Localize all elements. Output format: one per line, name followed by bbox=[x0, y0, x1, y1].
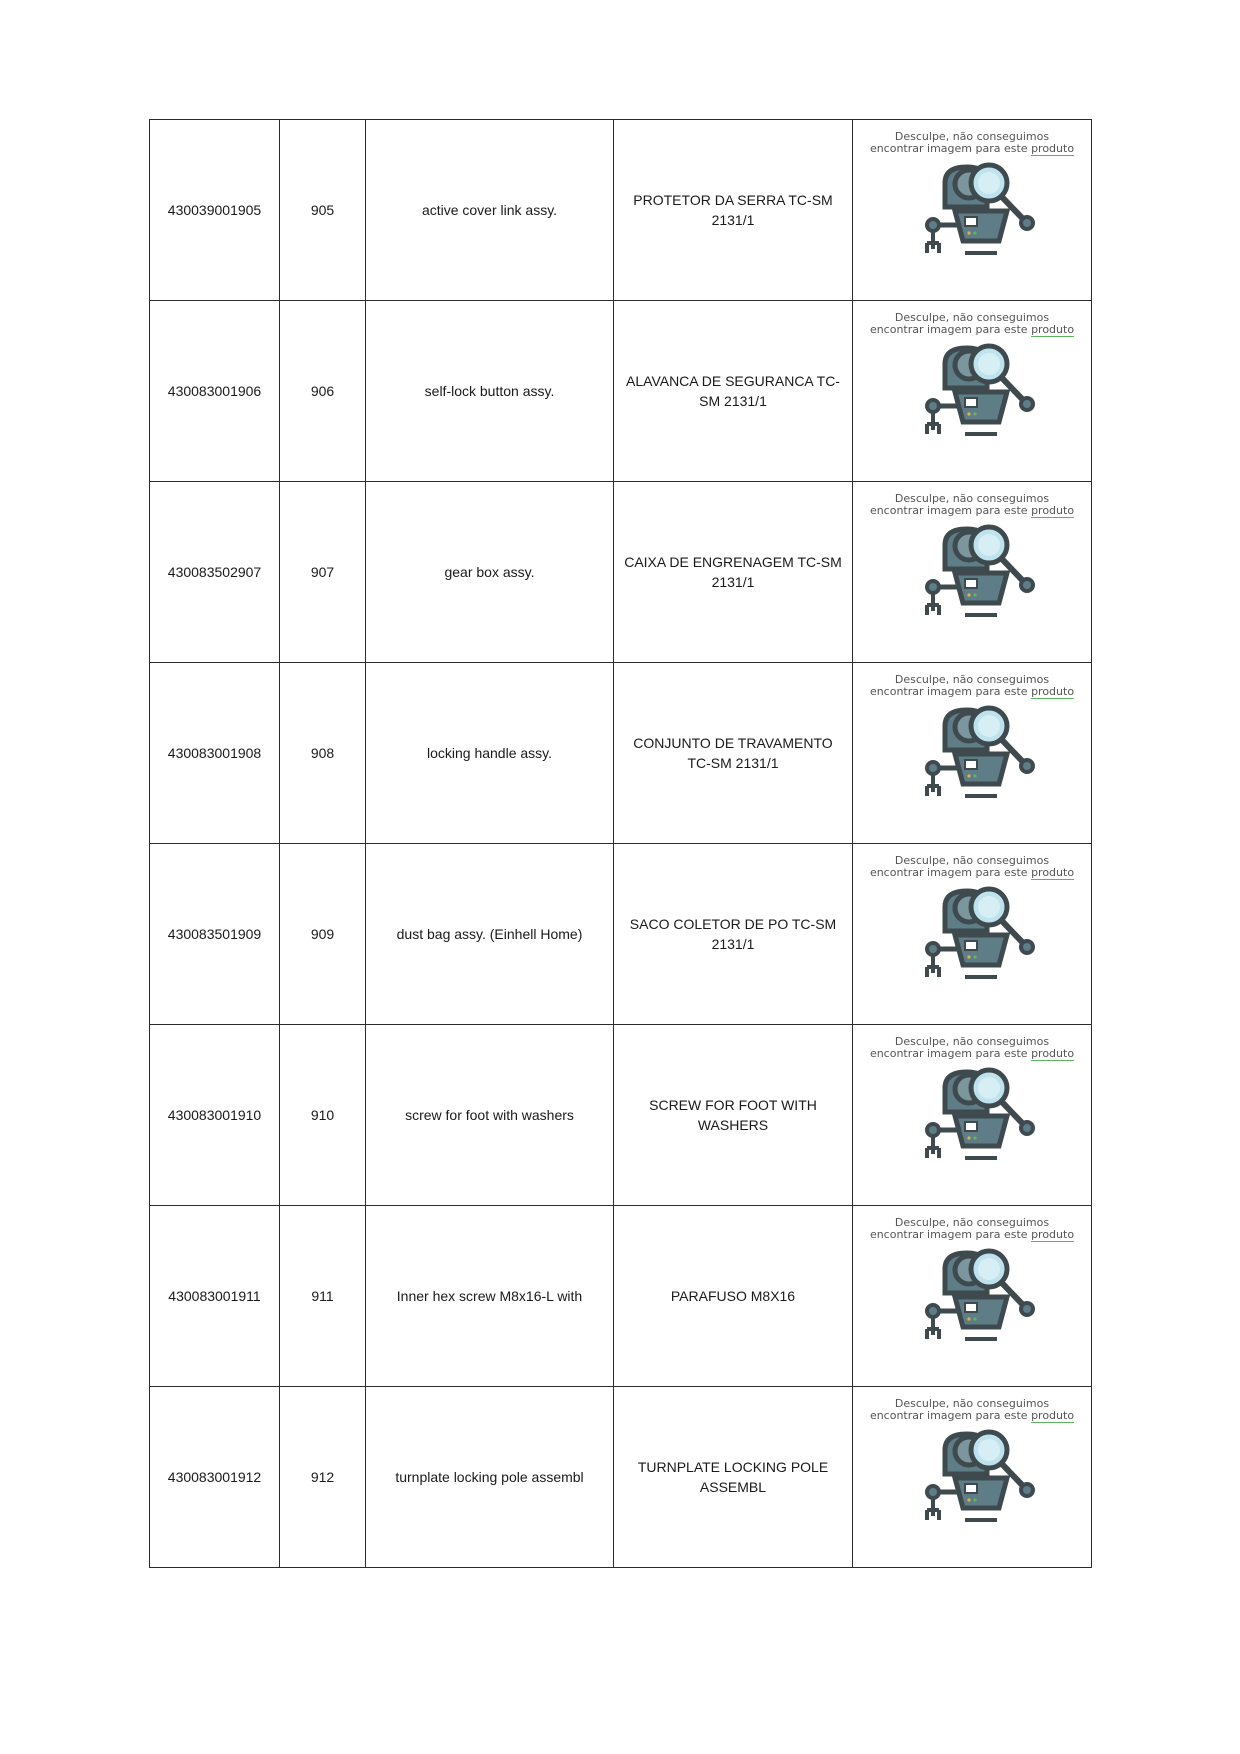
placeholder-link: produto bbox=[1031, 323, 1075, 336]
placeholder-line-1: Desculpe, não conseguimos bbox=[894, 492, 1050, 505]
placeholder-line-2-prefix: encontrar imagem para este bbox=[869, 685, 1032, 698]
placeholder-line-2-prefix: encontrar imagem para este bbox=[869, 1228, 1032, 1241]
image-cell bbox=[853, 120, 1092, 301]
placeholder-line-1: Desculpe, não conseguimos bbox=[894, 311, 1050, 324]
portuguese-description-cell: PROTETOR DA SERRA TC-SM 2131/1 bbox=[614, 120, 853, 301]
portuguese-description-cell: PARAFUSO M8X16 bbox=[614, 1206, 853, 1387]
table-row bbox=[150, 844, 1092, 1025]
placeholder-line-2 bbox=[867, 324, 1077, 336]
placeholder-line-2-prefix: encontrar imagem para este bbox=[869, 1047, 1032, 1060]
placeholder-line-2-prefix: encontrar imagem para este bbox=[869, 1409, 1032, 1422]
image-cell bbox=[853, 844, 1092, 1025]
placeholder-line-2 bbox=[867, 1048, 1077, 1060]
image-cell bbox=[853, 663, 1092, 844]
description-cell: dust bag assy. (Einhell Home) bbox=[366, 844, 614, 1025]
item-number-cell: 908 bbox=[280, 663, 366, 844]
placeholder-message bbox=[867, 312, 1077, 336]
description-cell: turnplate locking pole assembl bbox=[366, 1387, 614, 1568]
item-number-cell: 909 bbox=[280, 844, 366, 1025]
placeholder-link: produto bbox=[1031, 504, 1075, 517]
placeholder-message bbox=[867, 131, 1077, 155]
description-cell: gear box assy. bbox=[366, 482, 614, 663]
placeholder-link: produto bbox=[1031, 142, 1075, 155]
part-code-cell: 430039001905 bbox=[150, 120, 280, 301]
portuguese-description-cell: SACO COLETOR DE PO TC-SM 2131/1 bbox=[614, 844, 853, 1025]
part-code-cell: 430083501909 bbox=[150, 844, 280, 1025]
placeholder-message bbox=[867, 1217, 1077, 1241]
item-number-cell: 910 bbox=[280, 1025, 366, 1206]
placeholder-line-2 bbox=[867, 867, 1077, 879]
part-code-cell: 430083001911 bbox=[150, 1206, 280, 1387]
table-row bbox=[150, 120, 1092, 301]
part-code-cell: 430083502907 bbox=[150, 482, 280, 663]
item-number-cell: 907 bbox=[280, 482, 366, 663]
image-cell bbox=[853, 1387, 1092, 1568]
portuguese-description-cell: CAIXA DE ENGRENAGEM TC-SM 2131/1 bbox=[614, 482, 853, 663]
placeholder-line-2 bbox=[867, 1229, 1077, 1241]
portuguese-description-cell: SCREW FOR FOOT WITH WASHERS bbox=[614, 1025, 853, 1206]
parts-table-body bbox=[150, 120, 1092, 1568]
placeholder-line-2-prefix: encontrar imagem para este bbox=[869, 323, 1032, 336]
placeholder-link: produto bbox=[1031, 1228, 1075, 1241]
placeholder-line-2 bbox=[867, 686, 1077, 698]
placeholder-link: produto bbox=[1031, 866, 1075, 879]
table-row bbox=[150, 482, 1092, 663]
placeholder-line-2-prefix: encontrar imagem para este bbox=[869, 504, 1032, 517]
table-row bbox=[150, 663, 1092, 844]
image-cell bbox=[853, 482, 1092, 663]
table-row bbox=[150, 1206, 1092, 1387]
image-cell bbox=[853, 1025, 1092, 1206]
image-cell bbox=[853, 301, 1092, 482]
placeholder-line-1: Desculpe, não conseguimos bbox=[894, 130, 1050, 143]
placeholder-link: produto bbox=[1031, 1409, 1075, 1422]
image-placeholder bbox=[867, 1030, 1077, 1200]
image-placeholder bbox=[867, 125, 1077, 295]
image-placeholder bbox=[867, 668, 1077, 838]
image-cell bbox=[853, 1206, 1092, 1387]
placeholder-message bbox=[867, 855, 1077, 879]
image-placeholder bbox=[867, 487, 1077, 657]
placeholder-line-1: Desculpe, não conseguimos bbox=[894, 673, 1050, 686]
image-placeholder bbox=[867, 849, 1077, 1019]
description-cell: active cover link assy. bbox=[366, 120, 614, 301]
part-code-cell: 430083001908 bbox=[150, 663, 280, 844]
table-row bbox=[150, 1025, 1092, 1206]
placeholder-link: produto bbox=[1031, 1047, 1075, 1060]
placeholder-message bbox=[867, 493, 1077, 517]
portuguese-description-cell: ALAVANCA DE SEGURANCA TC-SM 2131/1 bbox=[614, 301, 853, 482]
placeholder-line-2 bbox=[867, 1410, 1077, 1422]
placeholder-line-1: Desculpe, não conseguimos bbox=[894, 1397, 1050, 1410]
portuguese-description-cell: CONJUNTO DE TRAVAMENTO TC-SM 2131/1 bbox=[614, 663, 853, 844]
placeholder-message bbox=[867, 1398, 1077, 1422]
image-placeholder bbox=[867, 306, 1077, 476]
portuguese-description-cell: TURNPLATE LOCKING POLE ASSEMBL bbox=[614, 1387, 853, 1568]
placeholder-line-1: Desculpe, não conseguimos bbox=[894, 1216, 1050, 1229]
placeholder-line-2 bbox=[867, 505, 1077, 517]
parts-table bbox=[149, 119, 1092, 1568]
placeholder-line-1: Desculpe, não conseguimos bbox=[894, 1035, 1050, 1048]
description-cell: self-lock button assy. bbox=[366, 301, 614, 482]
part-code-cell: 430083001910 bbox=[150, 1025, 280, 1206]
placeholder-line-2 bbox=[867, 143, 1077, 155]
table-row bbox=[150, 301, 1092, 482]
placeholder-message bbox=[867, 674, 1077, 698]
item-number-cell: 905 bbox=[280, 120, 366, 301]
placeholder-line-2-prefix: encontrar imagem para este bbox=[869, 142, 1032, 155]
placeholder-link: produto bbox=[1031, 685, 1075, 698]
placeholder-line-1: Desculpe, não conseguimos bbox=[894, 854, 1050, 867]
item-number-cell: 912 bbox=[280, 1387, 366, 1568]
part-code-cell: 430083001912 bbox=[150, 1387, 280, 1568]
image-placeholder bbox=[867, 1211, 1077, 1381]
table-row bbox=[150, 1387, 1092, 1568]
description-cell: Inner hex screw M8x16-L with bbox=[366, 1206, 614, 1387]
item-number-cell: 906 bbox=[280, 301, 366, 482]
placeholder-message bbox=[867, 1036, 1077, 1060]
part-code-cell: 430083001906 bbox=[150, 301, 280, 482]
placeholder-line-2-prefix: encontrar imagem para este bbox=[869, 866, 1032, 879]
description-cell: screw for foot with washers bbox=[366, 1025, 614, 1206]
item-number-cell: 911 bbox=[280, 1206, 366, 1387]
description-cell: locking handle assy. bbox=[366, 663, 614, 844]
image-placeholder bbox=[867, 1392, 1077, 1562]
